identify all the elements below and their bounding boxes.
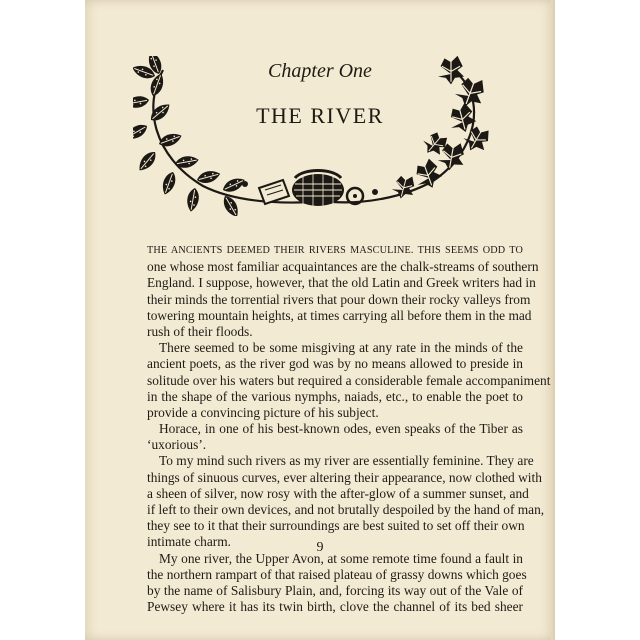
text-line: There seemed to be some misgiving at any rate in the minds of the <box>159 340 523 356</box>
text-line: the northern rampart of that raised plateau of grassy downs which goes <box>147 566 527 582</box>
body-text <box>147 243 551 615</box>
page-number: 9 <box>316 540 324 555</box>
text-line: their minds the torrential rivers that pour down their rocky valleys from <box>147 291 531 307</box>
text-line: To my mind such rivers as my river are essentially feminine. They are <box>159 453 534 469</box>
text-line: Horace, in one of his best-known odes, even speaks of the Tiber as <box>159 421 523 437</box>
text-line: they see to it that their surroundings are best suited to set off their own <box>147 518 525 534</box>
opening-line: THE ANCIENTS DEEMED THEIR RIVERS MASCULINE. THIS SEEMS ODD TO <box>147 245 523 256</box>
text-line: ‘uxorious’. <box>147 437 207 453</box>
creel-icon <box>292 171 344 207</box>
text-line: rush of their floods. <box>147 323 253 339</box>
text-line: England. I suppose, however, that the old Latin and Greek writers had in <box>147 275 536 291</box>
chapter-title: THE RIVER <box>256 103 384 128</box>
text-line: solitude over his waters but required a considerable female accompaniment <box>147 372 551 388</box>
text-line: in the shape of the various nymphs, naiads, etc., to enable the poet to <box>147 388 523 404</box>
text-line: things of sinuous curves, ever altering their appearance, now clothed with <box>147 469 542 485</box>
text-line: My one river, the Upper Avon, at some remote time found a fault in <box>159 550 523 566</box>
text-line: Pewsey where it has its twin birth, clove the channel of its bed sheer <box>147 599 523 615</box>
text-line: intimate charm. <box>147 534 232 550</box>
text-line: towering mountain heights, at times carrying all before them in the mad <box>147 307 532 323</box>
text-line: a sheen of silver, now rosy with the after-glow of a summer sunset, and <box>147 485 529 501</box>
book-page <box>85 0 555 640</box>
text-line: one whose most familiar acquaintances are the chalk-streams of southern <box>147 259 539 275</box>
text-line: ancient poets, as the river god was by no means allowed to preside in <box>147 356 523 372</box>
text-line: by the name of Salisbury Plain, and, forcing its way out of the Vale of <box>147 582 523 598</box>
text-line: if left to their own devices, and not brutally despoiled by the hand of man, <box>147 502 545 517</box>
chapter-label: Chapter One <box>268 60 372 82</box>
text-line: provide a convincing picture of his subject. <box>147 404 379 420</box>
book-icon <box>259 180 289 204</box>
